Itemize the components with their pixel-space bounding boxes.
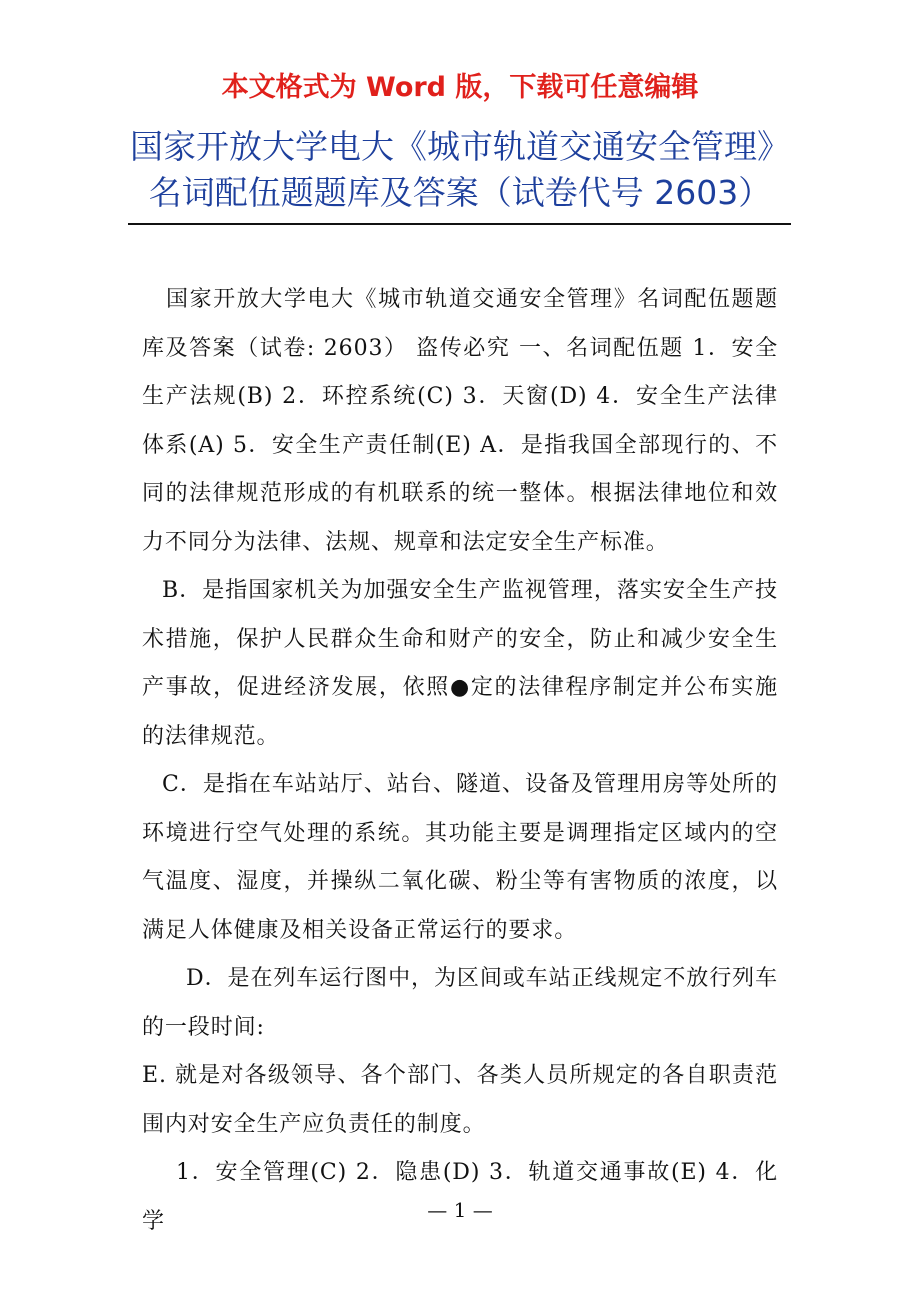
page-number: — 1 — [427, 1198, 493, 1222]
format-notice-banner: 本文格式为 Word 版，下载可任意编辑 [221, 72, 699, 103]
paragraph-definition-d: D．是在列车运行图中，为区间或车站正线规定不放行列车的一段时间: [142, 966, 778, 1040]
paragraph-question-2: 1．安全管理(C) 2．隐患(D) 3．轨道交通事故(E) 4．化学 [142, 1160, 778, 1234]
title-divider [128, 223, 791, 225]
paragraph-definition-b: B．是指国家机关为加强安全生产监视管理，落实安全生产技术措施，保护人民群众生命和财产的安全，防止和减少安全生产事故，促进经济发展，依照●定的法律程序制定并公布实施的法律规范。 [142, 578, 778, 749]
document-title-line-2: 名词配伍题题库及答案（试卷代号 2603） [148, 173, 772, 212]
paragraph-definition-e: E. 就是对各级领导、各个部门、各类人员所规定的各自职责范围内对安全生产应负责任的制度。 [142, 1063, 778, 1137]
document-body [142, 276, 778, 1246]
document-title-line-1: 国家开放大学电大《城市轨道交通安全管理》 [130, 127, 790, 166]
paragraph-intro: 国家开放大学电大《城市轨道交通安全管理》名词配伍题题库及答案（试卷: 2603） 盗传必究 一、名词配伍题 1．安全生产法规(B) 2．环控系统(C) 3．天窗(D) 4．安全生产法律体系(A) 5．安全生产责任制(E) A．是指我国全部现行的、不同的法律规范形成的有机联系的统一整体。根据法律地位和效力不同分为法律、法规、规章和法定安全生产标准。 [142, 287, 778, 555]
paragraph-definition-c: C．是指在车站站厅、站台、隧道、设备及管理用房等处所的环境进行空气处理的系统。其功能主要是调理指定区域内的空气温度、湿度，并操纵二氧化碳、粉尘等有害物质的浓度，以满足人体健康及相关设备正常运行的要求。 [142, 772, 778, 943]
